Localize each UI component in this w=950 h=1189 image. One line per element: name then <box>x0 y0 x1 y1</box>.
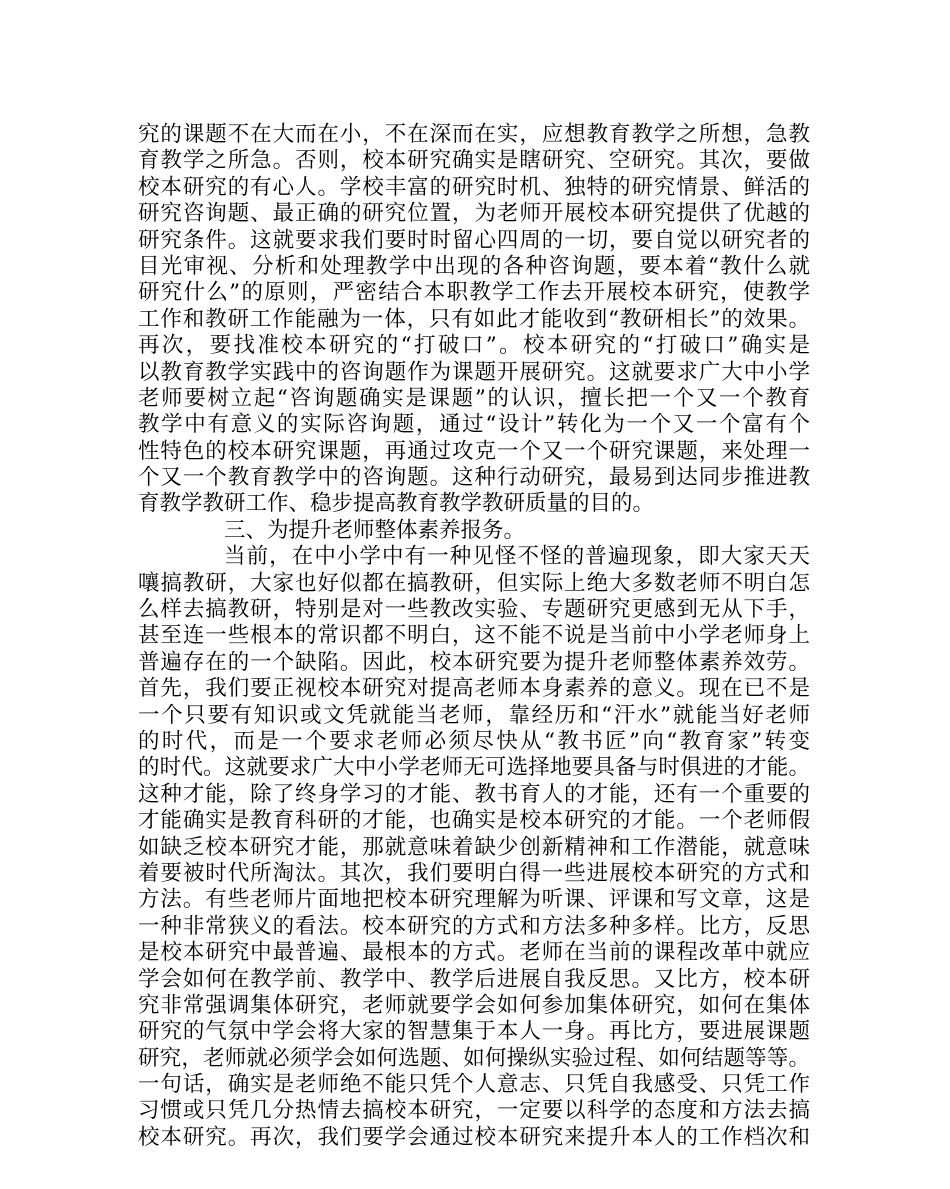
text-line: 究的课题不在大而在小，不在深而在实，应想教育教学之所想，急教 <box>138 122 810 147</box>
body-text <box>138 122 810 1151</box>
text-line: 以教育教学实践中的咨询题作为课题开展研究。这就要求广大中小学 <box>138 359 810 385</box>
text-line: 校本研究的有心人。学校丰富的研究时机、独特的研究情景、鲜活的 <box>138 174 810 200</box>
text-line: 方法。有些老师片面地把校本研究理解为听课、评课和写文章，这是 <box>138 887 810 913</box>
text-line: 再次，要找准校本研究的“打破口”。校本研究的“打破口”确实是 <box>138 333 810 359</box>
text-line: 研究条件。这就要求我们要时时留心四周的一切，要自觉以研究者的 <box>138 227 810 253</box>
text-line: 着要被时代所淘汰。其次，我们要明白得一些进展校本研究的方式和 <box>138 860 810 886</box>
text-line: 一句话，确实是老师绝不能只凭个人意志、只凭自我感受、只凭工作 <box>138 1072 810 1098</box>
text-line: 是校本研究中最普遍、最根本的方式。老师在当前的课程改革中就应 <box>138 940 810 966</box>
section-heading: 三、为提升老师整体素养报务。 <box>224 517 526 543</box>
text-line: 才能确实是教育科研的才能，也确实是校本研究的才能。一个老师假 <box>138 808 810 834</box>
text-line: 性特色的校本研究课题，再通过攻克一个又一个研究课题，来处理一 <box>138 438 810 464</box>
text-line: 一个只要有知识或文凭就能当老师，靠经历和“汗水”就能当好老师 <box>138 702 810 728</box>
text-line: 究非常强调集体研究，老师就要学会如何参加集体研究，如何在集体 <box>138 992 810 1018</box>
text-line: 育教学教研工作、稳步提高教育教学教研质量的目的。 <box>138 491 655 517</box>
text-line: 甚至连一些根本的常识都不明白，这不能不说是当前中小学老师身上 <box>138 623 810 649</box>
text-line: 育教学之所急。否则，校本研究确实是瞎研究、空研究。其次，要做 <box>138 148 810 174</box>
text-line: 工作和教研工作能融为一体，只有如此才能收到“教研相长”的效果。 <box>138 306 810 332</box>
text-line: 一种非常狭义的看法。校本研究的方式和方法多种多样。比方，反思 <box>138 913 810 939</box>
text-line: 研究的气氛中学会将大家的智慧集于本人一身。再比方，要进展课题 <box>138 1019 810 1045</box>
text-line: 首先，我们要正视校本研究对提高老师本身素养的意义。现在已不是 <box>138 676 810 702</box>
text-line: 学会如何在教学前、教学中、教学后进展自我反思。又比方，校本研 <box>138 966 810 992</box>
text-line: 个又一个教育教学中的咨询题。这种行动研究，最易到达同步推进教 <box>138 465 810 491</box>
text-line: 研究，老师就必须学会如何选题、如何操纵实验过程、如何结题等等。 <box>138 1045 810 1071</box>
text-line: 的时代，而是一个要求老师必须尽快从“教书匠”向“教育家”转变 <box>138 728 810 754</box>
text-line: 校本研究。再次，我们要学会通过校本研究来提升本人的工作档次和 <box>138 1124 810 1150</box>
paragraph-first-line: 当前，在中小学中有一种见怪不怪的普遍现象，即大家天天 <box>224 544 810 570</box>
text-line: 研究咨询题、最正确的研究位置，为老师开展校本研究提供了优越的 <box>138 201 810 227</box>
text-line: 这种才能，除了终身学习的才能、教书育人的才能，还有一个重要的 <box>138 781 810 807</box>
text-line: 嚷搞教研，大家也好似都在搞教研，但实际上绝大多数老师不明白怎 <box>138 570 810 596</box>
text-line: 教学中有意义的实际咨询题，通过“设计”转化为一个又一个富有个 <box>138 412 810 438</box>
text-line: 目光审视、分析和处理教学中出现的各种咨询题，要本着“教什么就 <box>138 253 810 279</box>
text-line: 研究什么”的原则，严密结合本职教学工作去开展校本研究，使教学 <box>138 280 810 306</box>
text-line: 习惯或只凭几分热情去搞校本研究，一定要以科学的态度和方法去搞 <box>138 1098 810 1124</box>
text-line: 么样去搞教研，特别是对一些教改实验、专题研究更感到无从下手， <box>138 597 810 623</box>
text-line: 如缺乏校本研究才能，那就意味着缺少创新精神和工作潜能，就意味 <box>138 834 810 860</box>
text-line: 的时代。这就要求广大中小学老师无可选择地要具备与时俱进的才能。 <box>138 755 810 781</box>
text-line: 普遍存在的一个缺陷。因此，校本研究要为提升老师整体素养效劳。 <box>138 649 810 675</box>
text-line: 老师要树立起“咨询题确实是课题”的认识，擅长把一个又一个教育 <box>138 385 810 411</box>
